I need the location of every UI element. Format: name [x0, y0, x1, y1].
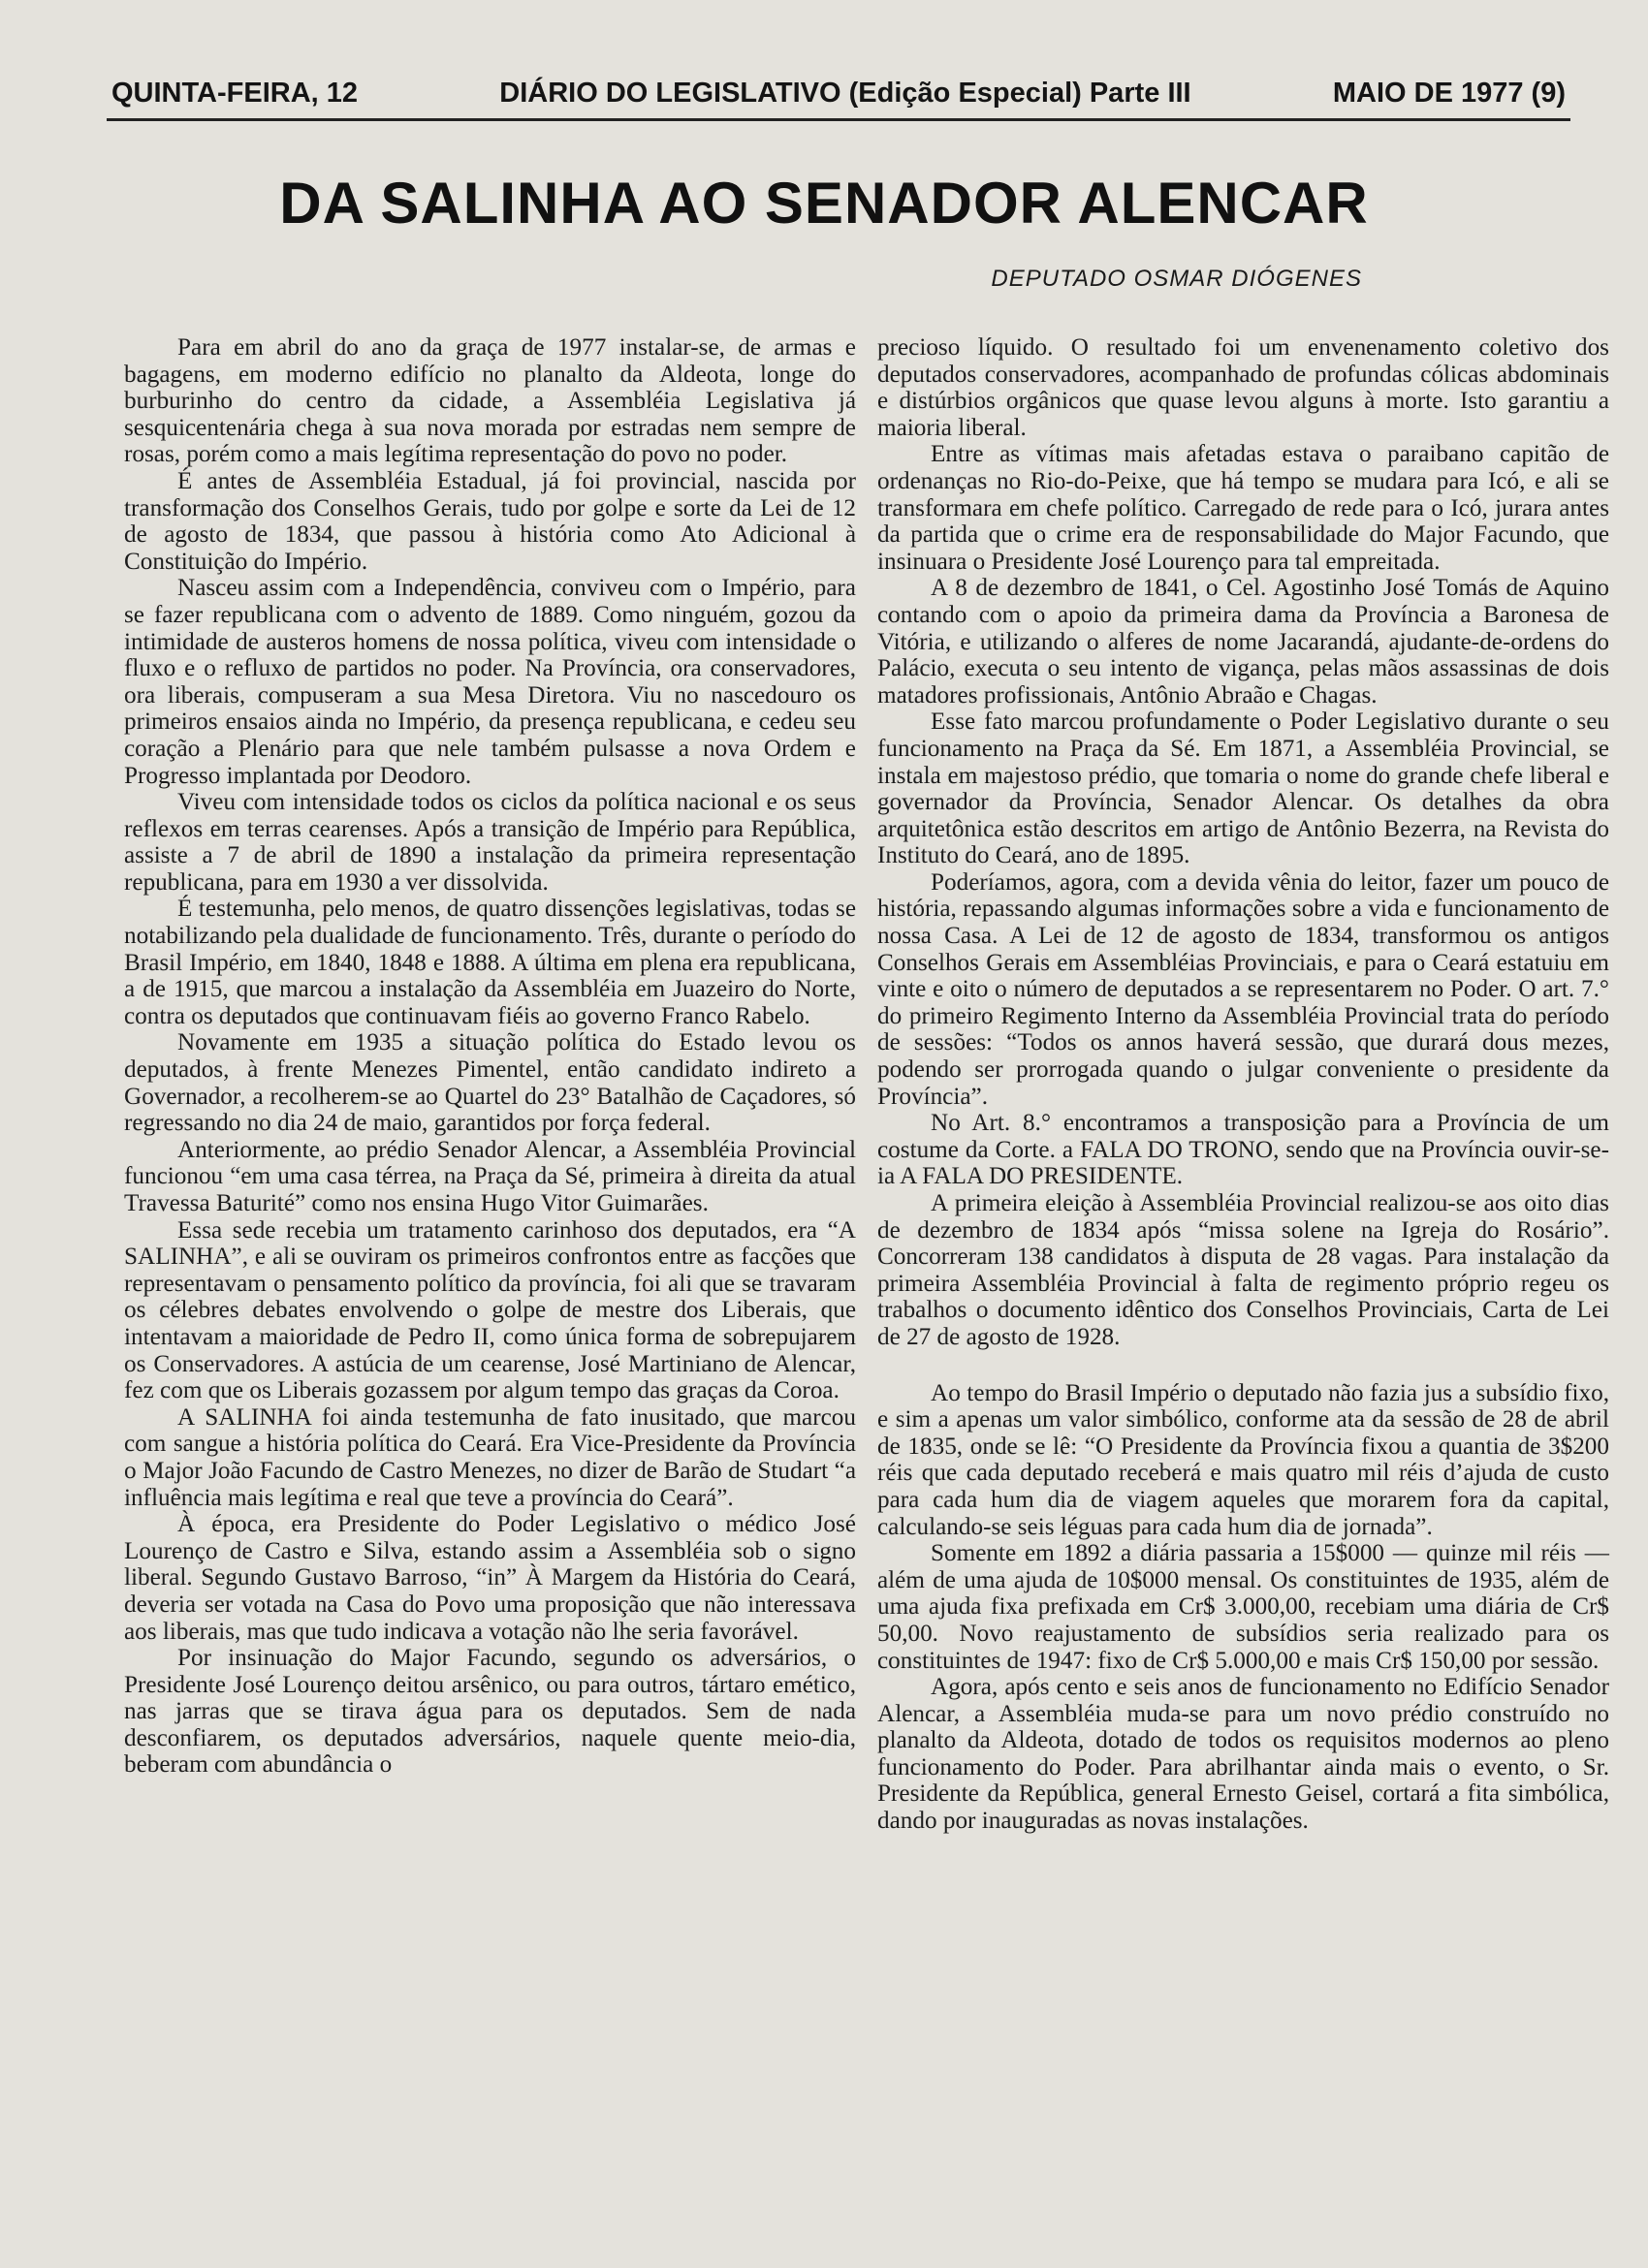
paragraph: É testemunha, pelo menos, de quatro dissenções legislativas, todas se notabilizando pela dualidade de funcionamento. Três, durante o período do Brasil Império, em 1840, 1848 e 1888. A última em plena era republicana, a de 1915, que marcou a instalação da Assembléia em Juazeiro do Norte, contra os deputados que continuavam fiéis ao governo Franco Rabelo.: [124, 896, 856, 1029]
paragraph: No Art. 8.° encontramos a transposição para a Província de um costume da Corte. a FALA DO TRONO, sendo que na Província ouvir-se-ia A FALA DO PRESIDENTE.: [877, 1110, 1609, 1190]
header-month-page: MAIO DE 1977 (9): [1332, 78, 1566, 109]
paragraph: À época, era Presidente do Poder Legislativo o médico José Lourenço de Castro e Silva, estando assim a Assembléia sob o signo liberal. Segundo Gustavo Barroso, “in” À Margem da História do Ceará, deveria ser votada na Casa do Povo uma proposição que não interessava aos liberais, mas que tudo indicava a votação não lhe seria favorável.: [124, 1511, 856, 1645]
paragraph: Anteriormente, ao prédio Senador Alencar, a Assembléia Provincial funcionou “em uma casa térrea, na Praça da Sé, primeira à direita da atual Travessa Baturité” como nos ensina Hugo Vitor Guimarães.: [124, 1136, 856, 1216]
right-column: [877, 334, 1609, 1835]
paragraph: Novamente em 1935 a situação política do Estado levou os deputados, à frente Menezes Pimentel, então candidato indireto a Governador, a recolherem-se ao Quartel do 23° Batalhão de Caçadores, só regressando no dia 24 de maio, garantidos por força federal.: [124, 1029, 856, 1137]
paragraph: É antes de Assembléia Estadual, já foi provincial, nascida por transformação dos Conselhos Gerais, tudo por golpe e sorte da Lei de 12 de agosto de 1834, que passou à história como Ato Adicional à Constituição do Império.: [124, 467, 856, 575]
paragraph: A 8 de dezembro de 1841, o Cel. Agostinho José Tomás de Aquino contando com o apoio da primeira dama da Província a Baronesa de Vitória, e utilizando o alferes de nome Jacarandá, ajudante-de-ordens do Palácio, executa o seu intento de vigança, pelas mãos assassinas de dois matadores profissionais, Antônio Abraão e Chagas.: [877, 575, 1609, 709]
paragraph: Entre as vítimas mais afetadas estava o paraibano capitão de ordenanças no Rio-do-Peixe, que há tempo se mudara para Icó, e ali se transformara em chefe político. Carregado de rede para o Icó, jurara antes da partida que o crime era de responsabilidade do Major Facundo, que insinuara o Presidente José Lourenço para tal empreitada.: [877, 441, 1609, 575]
paragraph: A SALINHA foi ainda testemunha de fato inusitado, que marcou com sangue a história política do Ceará. Era Vice-Presidente da Província o Major João Facundo de Castro Menezes, no dizer de Barão de Studart “a influência mais legítima e real que teve a província do Ceará”.: [124, 1403, 856, 1511]
paragraph: Esse fato marcou profundamente o Poder Legislativo durante o seu funcionamento na Praça da Sé. Em 1871, a Assembléia Provincial, se instala em majestoso prédio, que tomaria o nome do grande chefe liberal e governador da Província, Senador Alencar. Os detalhes da obra arquitetônica estão descritos em artigo de Antônio Bezerra, na Revista do Instituto do Ceará, ano de 1895.: [877, 709, 1609, 869]
paragraph: Essa sede recebia um tratamento carinhoso dos deputados, era “A SALINHA”, e ali se ouviram os primeiros confrontos entre as facções que representavam o pensamento político da província, foi ali que se travaram os célebres debates envolvendo o golpe de mestre dos Liberais, que intentavam a maioridade de Pedro II, como única forma de sobrepujarem os Conservadores. A astúcia de um cearense, José Martiniano de Alencar, fez com que os Liberais gozassem por algum tempo das graças da Coroa.: [124, 1216, 856, 1404]
paragraph: Ao tempo do Brasil Império o deputado não fazia jus a subsídio fixo, e sim a apenas um valor simbólico, conforme ata da sessão de 28 de abril de 1835, onde se lê: “O Presidente da Província fixou a quantia de 3$200 réis que cada deputado receberá e mais quatro mil réis d’ajuda de custo para cada hum dia de viagem aqueles que morarem fora da capital, calculando-se seis léguas para cada hum dia de jornada”.: [877, 1379, 1609, 1540]
paragraph: Nasceu assim com a Independência, conviveu com o Império, para se fazer republicana com o advento de 1889. Como ninguém, gozou da intimidade de austeros homens de nossa política, viveu com intensidade o fluxo e o refluxo de partidos no poder. Na Província, ora conservadores, ora liberais, compuseram a sua Mesa Diretora. Viu no nascedouro os primeiros ensaios ainda no Império, da presença republicana, e cedeu seu coração a Plenário para que nele também pulsasse a nova Ordem e Progresso implantada por Deodoro.: [124, 575, 856, 789]
header-publication: DIÁRIO DO LEGISLATIVO (Edição Especial) Parte III: [499, 78, 1191, 109]
article-author: DEPUTADO OSMAR DIÓGENES: [991, 266, 1362, 292]
header-date: QUINTA-FEIRA, 12: [111, 78, 359, 109]
paragraph: Somente em 1892 a diária passaria a 15$000 — quinze mil réis — além de uma ajuda de 10$000 mensal. Os constituintes de 1935, além de uma ajuda fixa prefixada em Cr$ 3.000,00, recebiam uma diária de Cr$ 50,00. Novo reajustamento de subsídios seria realizado para os constituintes de 1947: fixo de Cr$ 5.000,00 e mais Cr$ 150,00 por sessão.: [877, 1540, 1609, 1674]
left-column: [124, 334, 856, 1779]
header-rule: [107, 118, 1570, 121]
paragraph: precioso líquido. O resultado foi um envenenamento coletivo dos deputados conservadores, acompanhado de profundas cólicas abdominais e distúrbios orgânicos que quase levou alguns à morte. Isto garantiu a maioria liberal.: [877, 334, 1609, 441]
paragraph: Viveu com intensidade todos os ciclos da política nacional e os seus reflexos em terras cearenses. Após a transição de Império para República, assiste a 7 de abril de 1890 a instalação da primeira representação republicana, para em 1930 a ver dissolvida.: [124, 789, 856, 896]
paragraph: A primeira eleição à Assembléia Provincial realizou-se aos oito dias de dezembro de 1834 após “missa solene na Igreja do Rosário”. Concorreram 138 candidatos à disputa de 28 vagas. Para instalação da primeira Assembléia Provincial à falta de regimento próprio regeu os trabalhos o documento idêntico dos Conselhos Provinciais, Carta de Lei de 27 de agosto de 1928.: [877, 1190, 1609, 1350]
paragraph: Agora, após cento e seis anos de funcionamento no Edifício Senador Alencar, a Assembléia muda-se para um novo prédio construído no planalto da Aldeota, dotado de todos os requisitos modernos ao pleno funcionamento do Poder. Para abrilhantar ainda mais o evento, o Sr. Presidente da República, general Ernesto Geisel, cortará a fita simbólica, dando por inauguradas as novas instalações.: [877, 1674, 1609, 1835]
paragraph: Por insinuação do Major Facundo, segundo os adversários, o Presidente José Lourenço deitou arsênico, ou para outros, tártaro emético, nas jarras que se tirava água para os deputados. Sem de nada desconfiarem, os deputados adversários, naquele quente meio-dia, beberam com abundância o: [124, 1645, 856, 1779]
paragraph: Poderíamos, agora, com a devida vênia do leitor, fazer um pouco de história, repassando algumas informações sobre a vida e funcionamento de nossa Casa. A Lei de 12 de agosto de 1834, transformou os antigos Conselhos Gerais em Assembléias Provinciais, e para o Ceará estatuiu em vinte e oito o número de deputados a se representarem no Poder. O art. 7.° do primeiro Regimento Interno da Assembléia Provincial trata do período de sessões: “Todos os annos haverá sessão, que durará dous mezes, podendo ser prorrogada quando o julgar conveniente o presidente da Província”.: [877, 868, 1609, 1110]
article-title: DA SALINHA AO SENADOR ALENCAR: [279, 171, 1369, 236]
page-header: [111, 78, 1566, 110]
paragraph: Para em abril do ano da graça de 1977 instalar-se, de armas e bagagens, em moderno edifício no planalto da Aldeota, longe do burburinho do centro da cidade, a Assembléia Legislativa já sesquicentenária chega à sua nova morada por estradas nem sempre de rosas, porém como a mais legítima representação do povo no poder.: [124, 334, 856, 468]
